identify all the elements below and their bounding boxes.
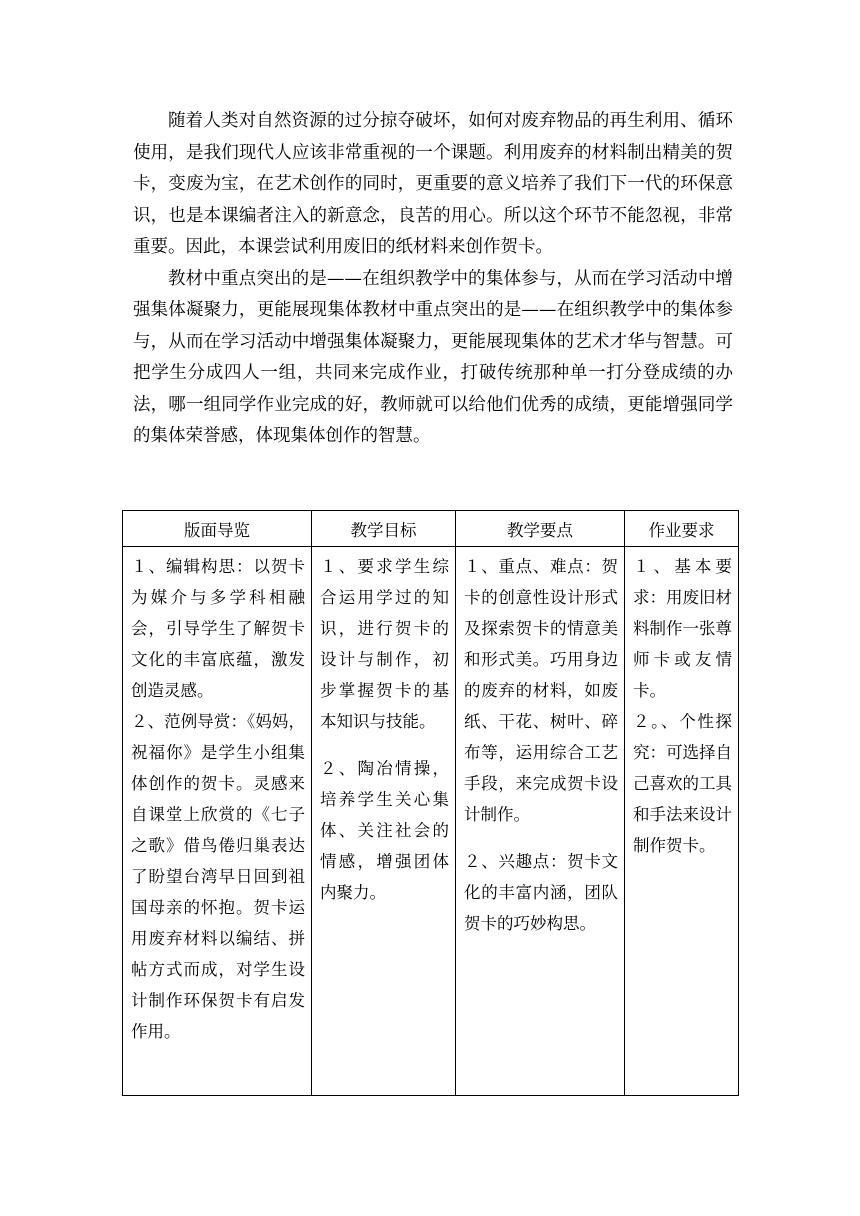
intro-text <box>133 106 733 453</box>
cell-teaching-points <box>456 547 625 1096</box>
header-homework-requirements: 作业要求 <box>625 511 739 547</box>
homework-requirement-2: ２。、个性探究：可选择自己喜欢的工具和手法来设计制作贺卡。 <box>633 712 732 855</box>
table-header-row <box>123 511 739 547</box>
intro-paragraph-1: 随着人类对自然资源的过分掠夺破坏，如何对废弃物品的再生利用、循环使用，是我们现代人应该非常重视的一个课题。利用废弃的材料制出精美的贺卡，变废为宝，在艺术创作的同时，更重要的意义培养了我们下一代的环保意识，也是本课编者注入的新意念，良苦的用心。所以这个环节不能忽视，非常重要。因此，本课尝试利用废旧的纸材料来创作贺卡。 <box>133 111 733 257</box>
header-layout-guide: 版面导览 <box>123 511 312 547</box>
lesson-plan-table <box>122 510 739 1096</box>
table-row <box>123 547 739 1096</box>
teaching-goal-2: ２、陶冶情操，培养学生关心集体、关注社会的情感，增强团体内聚力。 <box>320 759 449 902</box>
header-teaching-goals: 教学目标 <box>312 511 456 547</box>
teaching-point-1: １、重点、难点：贺卡的创意性设计形式及探索贺卡的情意美和形式美。巧用身边的废弃的材料，如废纸、干花、树叶、碎布等，运用综合工艺手段，来完成贺卡设计制作。 <box>464 557 618 824</box>
layout-guide-item-1: １、编辑构思：以贺卡为媒介与多学科相融会，引导学生了解贺卡文化的丰富底蕴，激发创造灵感。 <box>131 557 305 700</box>
layout-guide-item-2: ２、范例导赏：《妈妈，祝福你》是学生小组集体创作的贺卡。灵感来自课堂上欣赏的《七子之歌》借鸟倦归巢表达了盼望台湾早日回到祖国母亲的怀抱。贺卡运用废弃材料以编结、拼帖方式而成，对学生设计制作环保贺卡有启发作用。 <box>131 712 305 1041</box>
cell-layout-guide <box>123 547 312 1096</box>
teaching-goal-1: １、要求学生综合运用学过的知识，进行贺卡的设计与制作，初步掌握贺卡的基本知识与技能。 <box>320 557 449 731</box>
homework-requirement-1: １、基本要求：用废旧材料制作一张尊师卡或友情卡。 <box>633 557 732 700</box>
teaching-point-2: ２、兴趣点：贺卡文化的丰富内涵，团队贺卡的巧妙构思。 <box>464 852 618 933</box>
cell-teaching-goals <box>312 547 456 1096</box>
cell-homework-requirements <box>625 547 739 1096</box>
header-teaching-points: 教学要点 <box>456 511 625 547</box>
intro-paragraph-2: 教材中重点突出的是——在组织教学中的集体参与，从而在学习活动中增强集体凝聚力，更能展现集体教材中重点突出的是——在组织教学中的集体参与，从而在学习活动中增强集体凝聚力，更能展现集体的艺术才华与智慧。可把学生分成四人一组，共同来完成作业，打破传统那种单一打分登成绩的办法，哪一组同学作业完成的好，教师就可以给他们优秀的成绩，更能增强同学的集体荣誉感，体现集体创作的智慧。 <box>133 268 733 446</box>
